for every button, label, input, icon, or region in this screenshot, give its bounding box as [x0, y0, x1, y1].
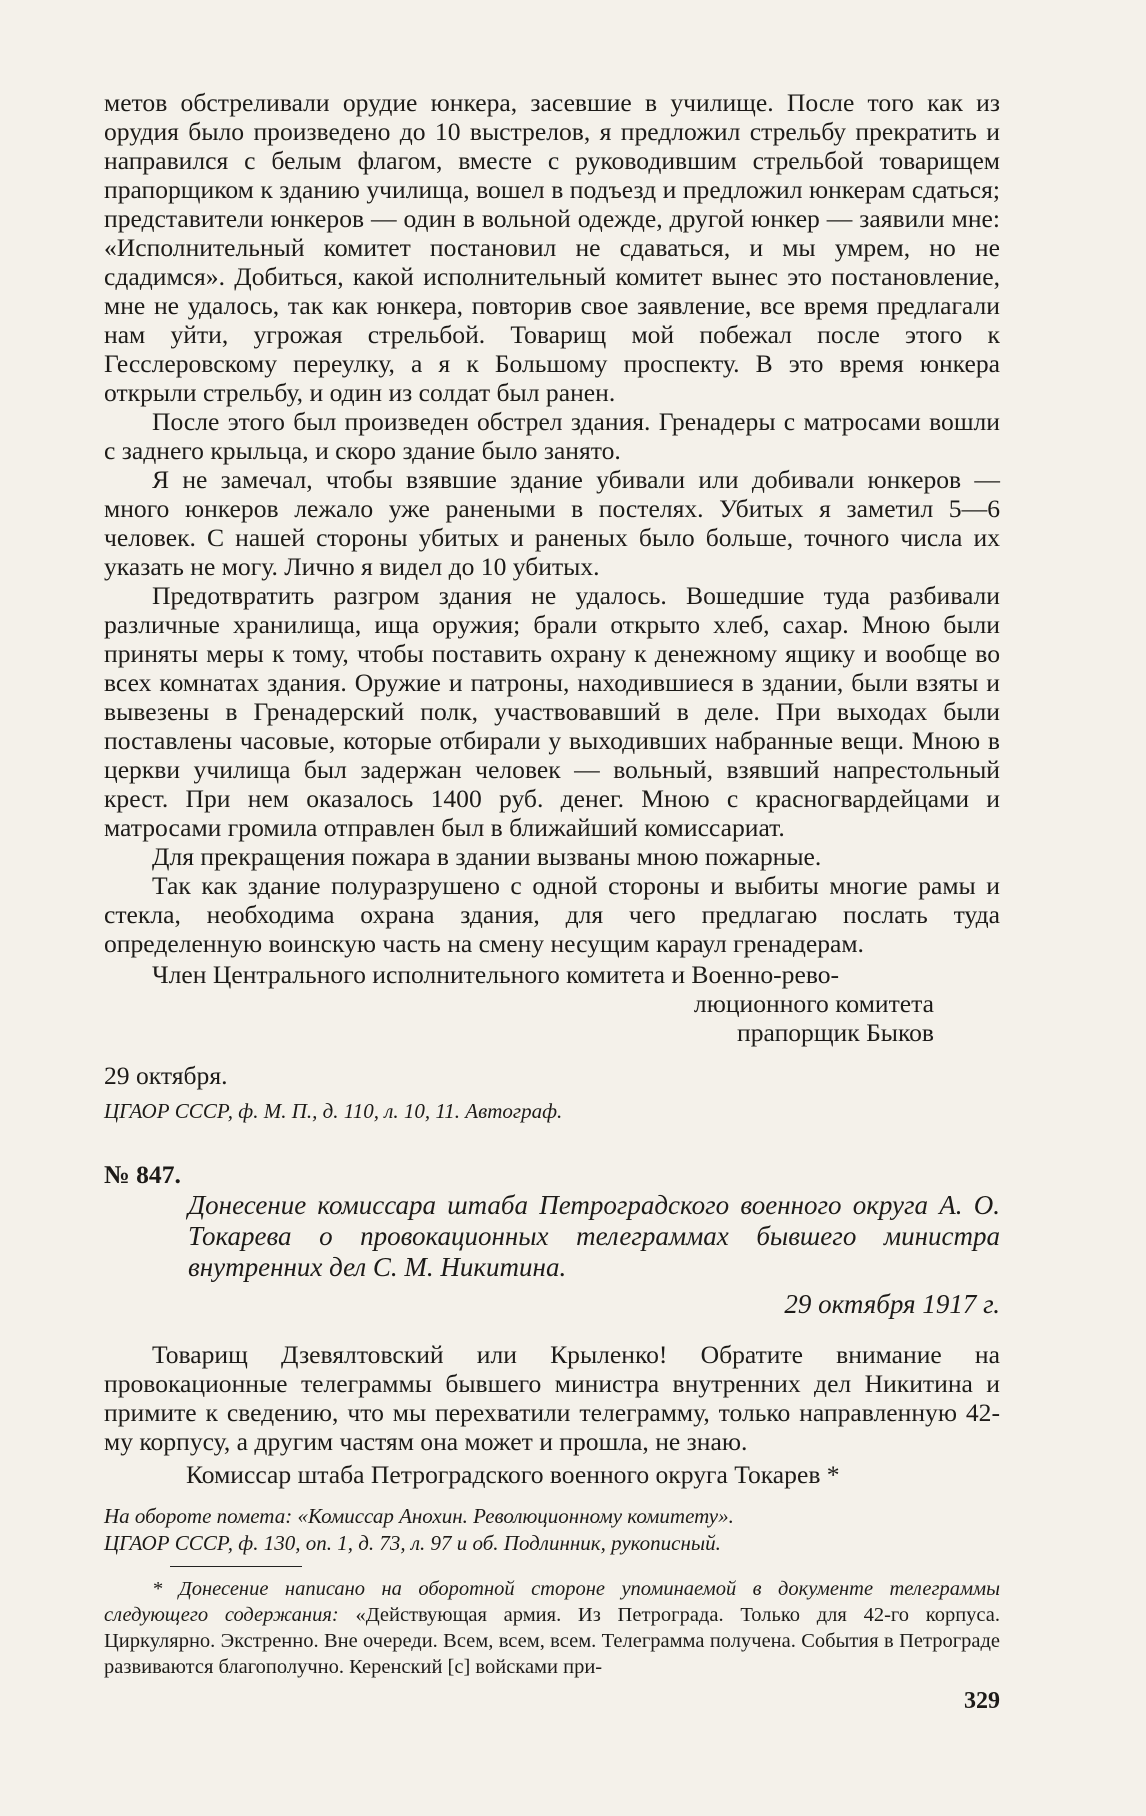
paragraph: Так как здание полуразрушено с одной стороны и выбиты многие рамы и стекла, необходима охрана здания, для чего предлагаю послать туда определенную воинскую часть на смену несущим караул гренадерам. [104, 871, 1000, 958]
page-footer [104, 1688, 1000, 1715]
page-number: 329 [964, 1688, 1000, 1714]
archive-source: ЦГАОР СССР, ф. 130, оп. 1, д. 73, л. 97 и об. Подлинник, рукописный. [104, 1531, 721, 1555]
archive-source: ЦГАОР СССР, ф. М. П., д. 110, л. 10, 11. Автограф. [104, 1099, 563, 1123]
paragraph: Предотвратить разгром здания не удалось. Вошедшие туда разбивали различные хранилища, ища оружия; брали открыто хлеб, сахар. Мною были приняты меры к тому, чтобы поставить охрану к денежному ящику и вообще во всех комнатах здания. Оружие и патроны, находившиеся в здании, были взяты и вывезены в Гренадерский полк, участвовавший в деле. При выходах были поставлены часовые, которые отбирали у выходивших набранные вещи. Мною в церкви училища был задержан человек — вольный, взявший напрестольный крест. При нем оказалось 1400 руб. денег. Мною с красногвардейцами и матросами громила отправлен был в ближайший комиссариат. [104, 581, 1000, 842]
footnote-quote: «Действующая армия. Из Петрограда. Только для 42-го корпуса. Циркулярно. Экстренно. Вне очереди. Всем, всем, всем. Телеграмма получена. События в Петрограде развиваются благополучно. Керенский [с] войсками при- [104, 1604, 1000, 1678]
doc-847 [104, 1160, 1000, 1557]
paragraph: После этого был произведен обстрел здания. Гренадеры с матросами вошли с заднего крыльца, и скоро здание было занято. [104, 407, 1000, 465]
paragraph: Для прекращения пожара в здании вызваны мною пожарные. [152, 842, 822, 871]
reverse-note: На обороте помета: «Комиссар Анохин. Революционному комитету». [104, 1504, 734, 1528]
doc-846-continuation [104, 88, 1000, 1125]
document-title: Донесение комиссара штаба Петроградского военного округа А. О. Токарева о провокационных телеграммах бывшего министра внутренних дел С. М. Никитина. [188, 1190, 1000, 1282]
document-number: № 847. [104, 1160, 181, 1189]
footnote [104, 1576, 1000, 1680]
intro-paragraph: метов обстреливали орудие юнкера, засевшие в училище. После того как из орудия было произведено до 10 выстрелов, я предложил стрельбу прекратить и направился с белым флагом, вместе с руководившим стрельбой товарищем прапорщиком к зданию училища, вошел в подъезд и предложил юнкерам сдаться; представители юнкеров — один в вольной одежде, другой юнкер — заявили мне: «Исполнительный комитет постановил не сдаваться, и мы умрем, но не сдадимся». Добиться, какой исполнительный комитет вынес это постановление, мне не удалось, так как юнкера, повторив свое заявление, все время предлагали нам уйти, угрожая стрельбой. Товарищ мой побежал после этого к Гесслеровскому переулку, а я к Большому проспекту. В это время юнкера открыли стрельбу, и один из солдат был ранен. [104, 88, 1000, 407]
paragraph: Я не замечал, чтобы взявшие здание убивали или добивали юнкеров — много юнкеров лежало уже ранеными в постелях. Убитых я заметил 5—6 человек. С нашей стороны убитых и раненых было больше, точного числа их указать не могу. Лично я видел до 10 убитых. [104, 465, 1000, 581]
footnote-divider [170, 1566, 302, 1567]
signature-line-2: люционного комитета [693, 989, 934, 1018]
signature-name: прапорщик Быков [737, 1018, 934, 1047]
document-body: Товарищ Дзевялтовский или Крыленко! Обратите внимание на провокационные телеграммы бывшего министра внутренних дел Никитина и примите к сведению, что мы перехватили телеграмму, только направленную 42-му корпусу, а другим частям она может и прошла, не знаю. [104, 1340, 1000, 1456]
document-signature: Комиссар штаба Петроградского военного округа Токарев * [186, 1460, 840, 1489]
document-date: 29 октября 1917 г. [784, 1289, 1000, 1319]
document-date: 29 октября. [104, 1061, 228, 1090]
footnote-intro: * Донесение написано на оборотной стороне упоминаемой в документе телеграммы следующего содержания: [104, 1578, 1000, 1626]
footnote-text [104, 1576, 1000, 1680]
signature-line-1: Член Центрального исполнительного комитета и Военно-рево- [152, 960, 840, 989]
